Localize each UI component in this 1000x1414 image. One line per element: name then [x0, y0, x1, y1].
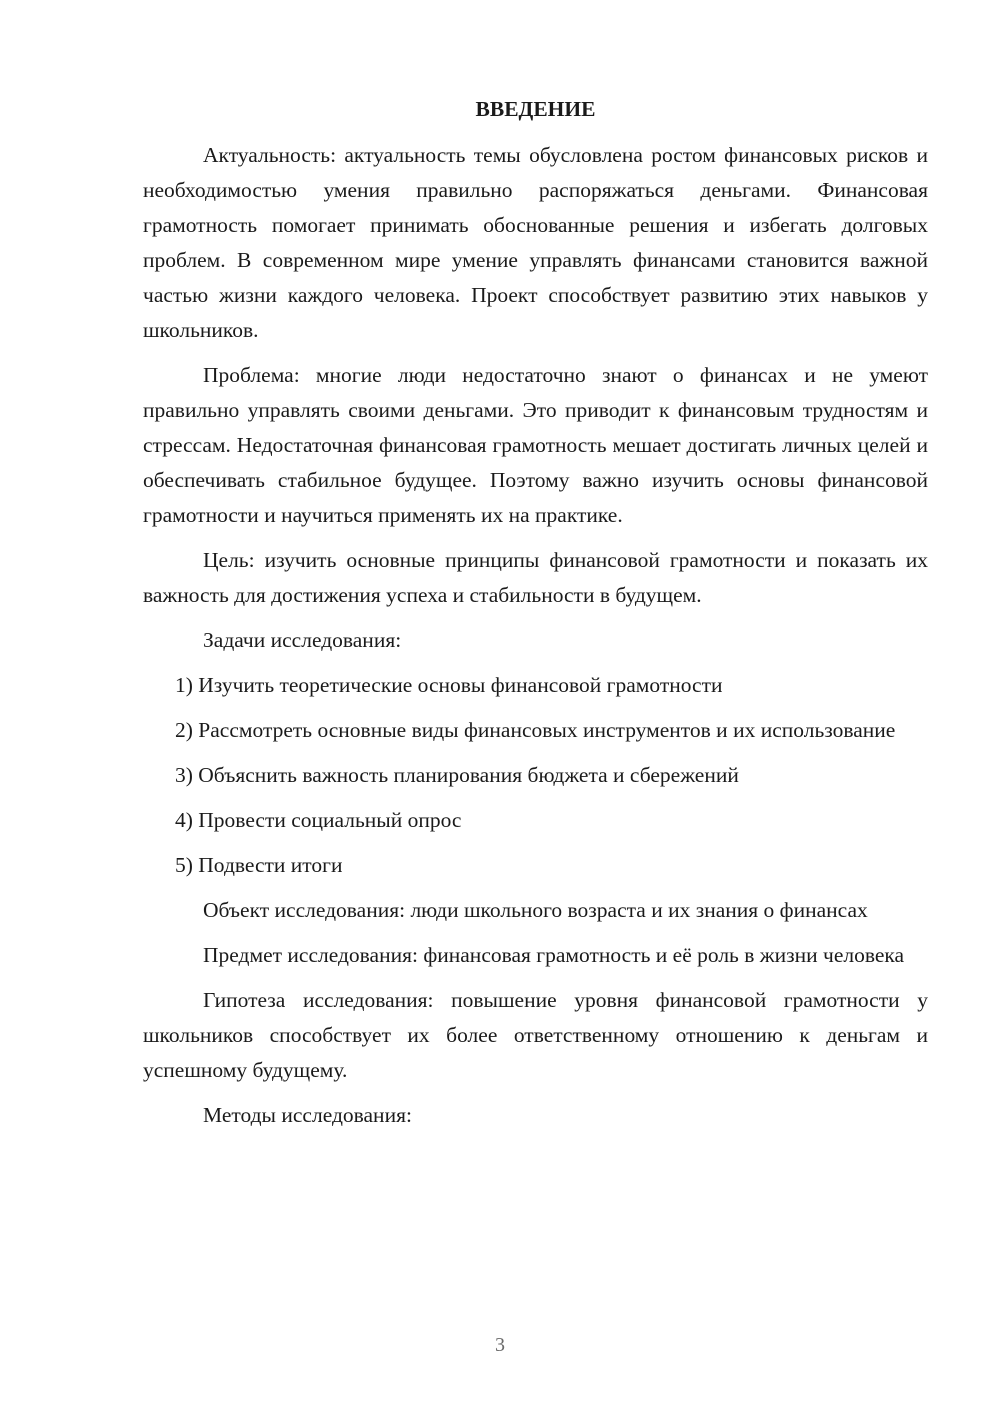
- paragraph-tasks-intro: Задачи исследования:: [203, 628, 402, 652]
- paragraph-problem: Проблема: многие люди недостаточно знают о финансах и не умеют правильно управлять своими деньгами. Это приводит к финансовым трудностям и стрессам. Недостаточная финансовая грамотность мешает достигать личных целей и обеспечивать стабильное будущее. Поэтому важно изучить основы финансовой грамотности и научиться применять их на практике.: [143, 363, 928, 527]
- page-number: 3: [495, 1334, 505, 1356]
- task-item-1: 1) Изучить теоретические основы финансовой грамотности: [175, 673, 723, 697]
- paragraph-object: Объект исследования: люди школьного возраста и их знания о финансах: [203, 898, 868, 922]
- document-page: [143, 92, 928, 1143]
- paragraph-hypothesis: Гипотеза исследования: повышение уровня финансовой грамотности у школьников способствует их более ответственному отношению к деньгам и успешному будущему.: [143, 988, 928, 1082]
- paragraph-methods-intro: Методы исследования:: [203, 1103, 412, 1127]
- task-item-4: 4) Провести социальный опрос: [175, 808, 462, 832]
- task-item-5: 5) Подвести итоги: [175, 853, 343, 877]
- paragraph-goal: Цель: изучить основные принципы финансовой грамотности и показать их важность для достижения успеха и стабильности в будущем.: [143, 548, 928, 607]
- task-item-3: 3) Объяснить важность планирования бюджета и сбережений: [175, 763, 739, 787]
- task-item-2: 2) Рассмотреть основные виды финансовых инструментов и их использование: [175, 718, 896, 742]
- paragraph-relevance: Актуальность: актуальность темы обусловлена ростом финансовых рисков и необходимостью умения правильно распоряжаться деньгами. Финансовая грамотность помогает принимать обоснованные решения и избегать долговых проблем. В современном мире умение управлять финансами становится важной частью жизни каждого человека. Проект способствует развитию этих навыков у школьников.: [143, 143, 928, 342]
- section-heading: ВВЕДЕНИЕ: [475, 97, 596, 121]
- paragraph-subject: Предмет исследования: финансовая грамотность и её роль в жизни человека: [203, 943, 905, 967]
